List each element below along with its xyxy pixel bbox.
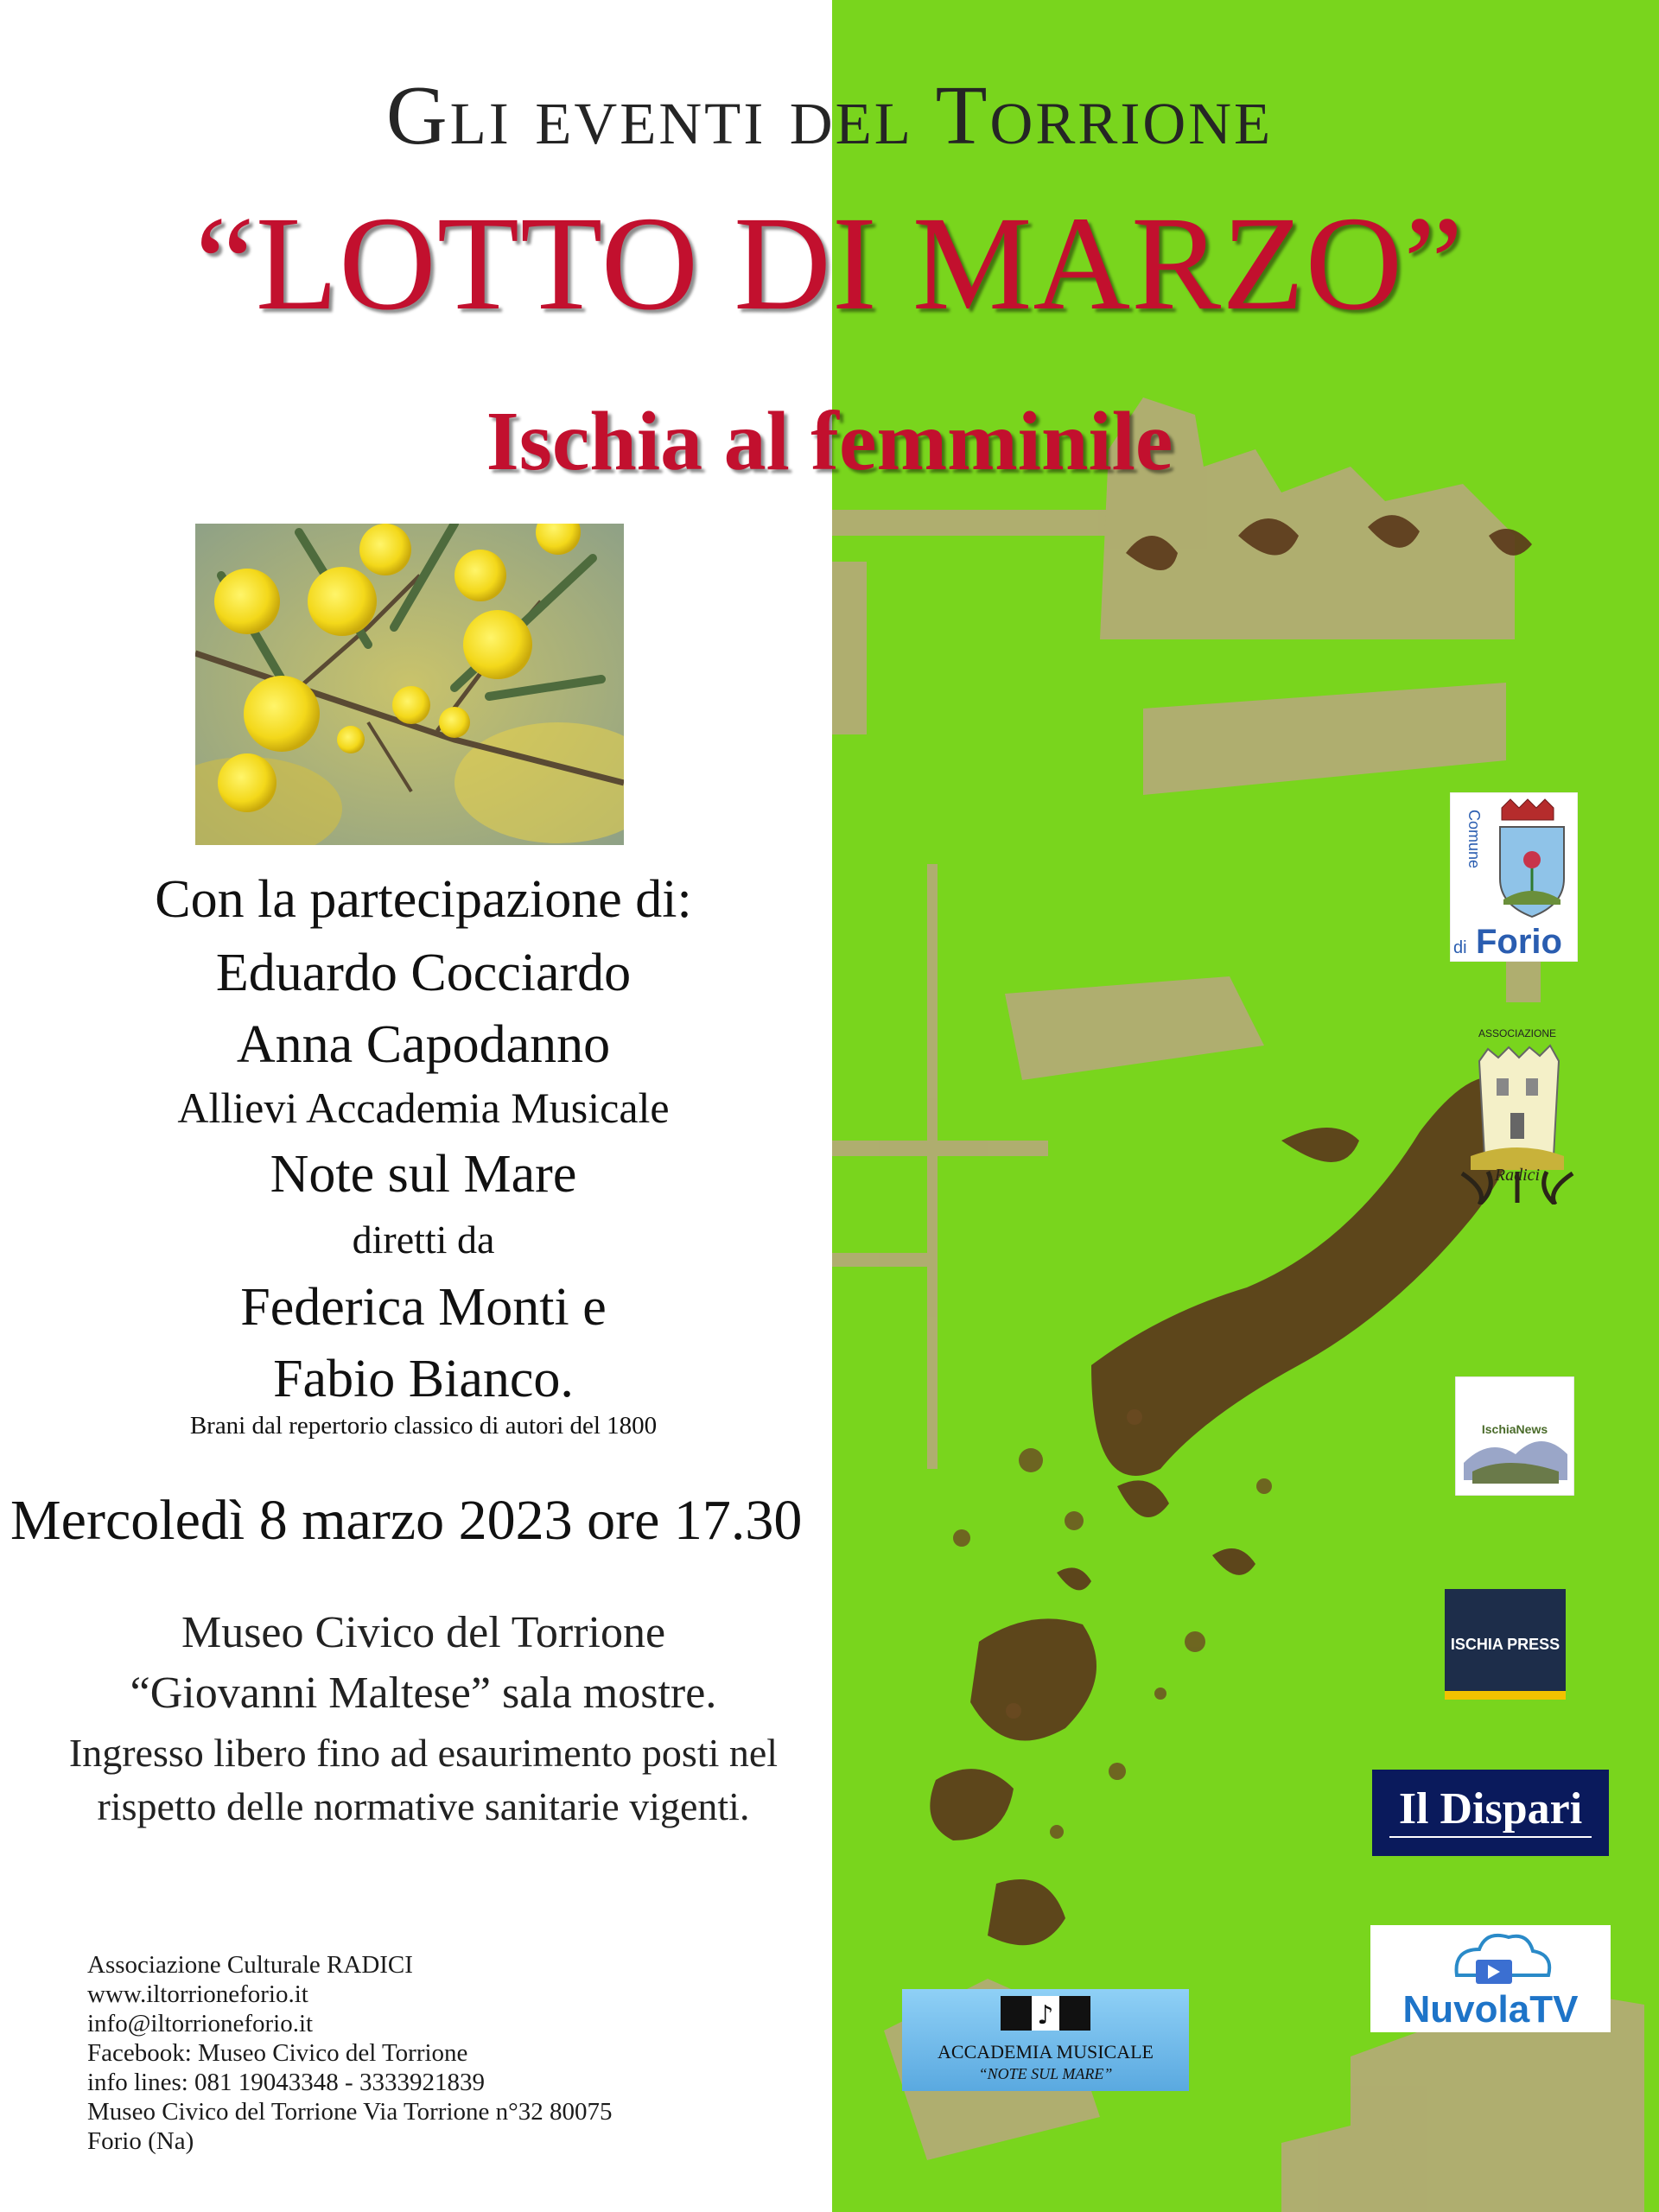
ensemble-label: Allievi Accademia Musicale xyxy=(177,1084,670,1132)
music-note-icon: ♪ xyxy=(1037,2000,1054,2031)
ensemble-name: Note sul Mare xyxy=(270,1145,577,1204)
nuvola-tv-logo xyxy=(1370,1925,1611,2032)
footer-website-link[interactable]: www.iltorrioneforio.it xyxy=(87,1980,308,2008)
event-datetime: Mercoledì 8 marzo 2023 ore 17.30 xyxy=(10,1489,803,1552)
forio-di-text: di xyxy=(1453,938,1467,957)
event-subtitle: Ischia al femminile xyxy=(486,395,1173,488)
director-name: Federica Monti e xyxy=(240,1278,607,1337)
footer-address: Museo Civico del Torrione Via Torrione n°32 80075 xyxy=(87,2098,613,2126)
radici-top-text: ASSOCIAZIONE xyxy=(1478,1027,1557,1039)
entry-note: Ingresso libero fino ad esaurimento posti nel xyxy=(68,1731,779,1775)
ildispari-text: Il Dispari xyxy=(1398,1784,1583,1834)
ischianews-text: IschiaNews xyxy=(1481,1422,1548,1436)
associazione-radici-logo xyxy=(1436,1027,1599,1205)
participant-name: Anna Capodanno xyxy=(236,1015,611,1074)
footer-city: Forio (Na) xyxy=(87,2127,194,2155)
venue-line: “Giovanni Maltese” sala mostre. xyxy=(130,1669,717,1718)
nuvola-text: NuvolaTV xyxy=(1402,1988,1579,2031)
event-title: “LOTTO DI MARZO” xyxy=(194,188,1465,338)
footer-email-link[interactable]: info@iltorrioneforio.it xyxy=(87,2010,314,2037)
ischiapress-text: ISCHIA PRESS xyxy=(1450,1636,1560,1653)
director-name: Fabio Bianco. xyxy=(273,1350,574,1408)
ischia-press-logo xyxy=(1445,1589,1566,1700)
accademia-line1: ACCADEMIA MUSICALE xyxy=(938,2041,1154,2063)
il-dispari-logo xyxy=(1372,1770,1609,1856)
mimosa-photo xyxy=(195,524,624,845)
footer-phone: info lines: 081 19043348 - 3333921839 xyxy=(87,2069,485,2096)
footer-facebook: Facebook: Museo Civico del Torrione xyxy=(87,2039,468,2067)
participant-name: Eduardo Cocciardo xyxy=(215,944,632,1002)
comune-di-forio-logo xyxy=(1450,792,1578,962)
contact-info xyxy=(87,1950,865,2156)
event-series-heading: Gli eventi del Torrione xyxy=(385,69,1274,162)
accademia-note-sul-mare-logo xyxy=(902,1989,1189,2091)
directed-by-label: diretti da xyxy=(352,1217,495,1262)
forio-comune-text: Comune xyxy=(1465,810,1483,869)
radici-bottom-text: Radici xyxy=(1494,1166,1541,1185)
program-note: Brani dal repertorio classico di autori del 1800 xyxy=(189,1412,658,1440)
participation-intro: Con la partecipazione di: xyxy=(155,870,692,929)
ischia-news-logo xyxy=(1455,1376,1574,1496)
forio-name-text: Forio xyxy=(1476,923,1562,961)
venue-line: Museo Civico del Torrione xyxy=(181,1608,666,1657)
footer-association: Associazione Culturale RADICI xyxy=(87,1951,413,1979)
accademia-line2: “NOTE SUL MARE” xyxy=(978,2065,1113,2082)
entry-note: rispetto delle normative sanitarie vigenti. xyxy=(97,1784,750,1828)
